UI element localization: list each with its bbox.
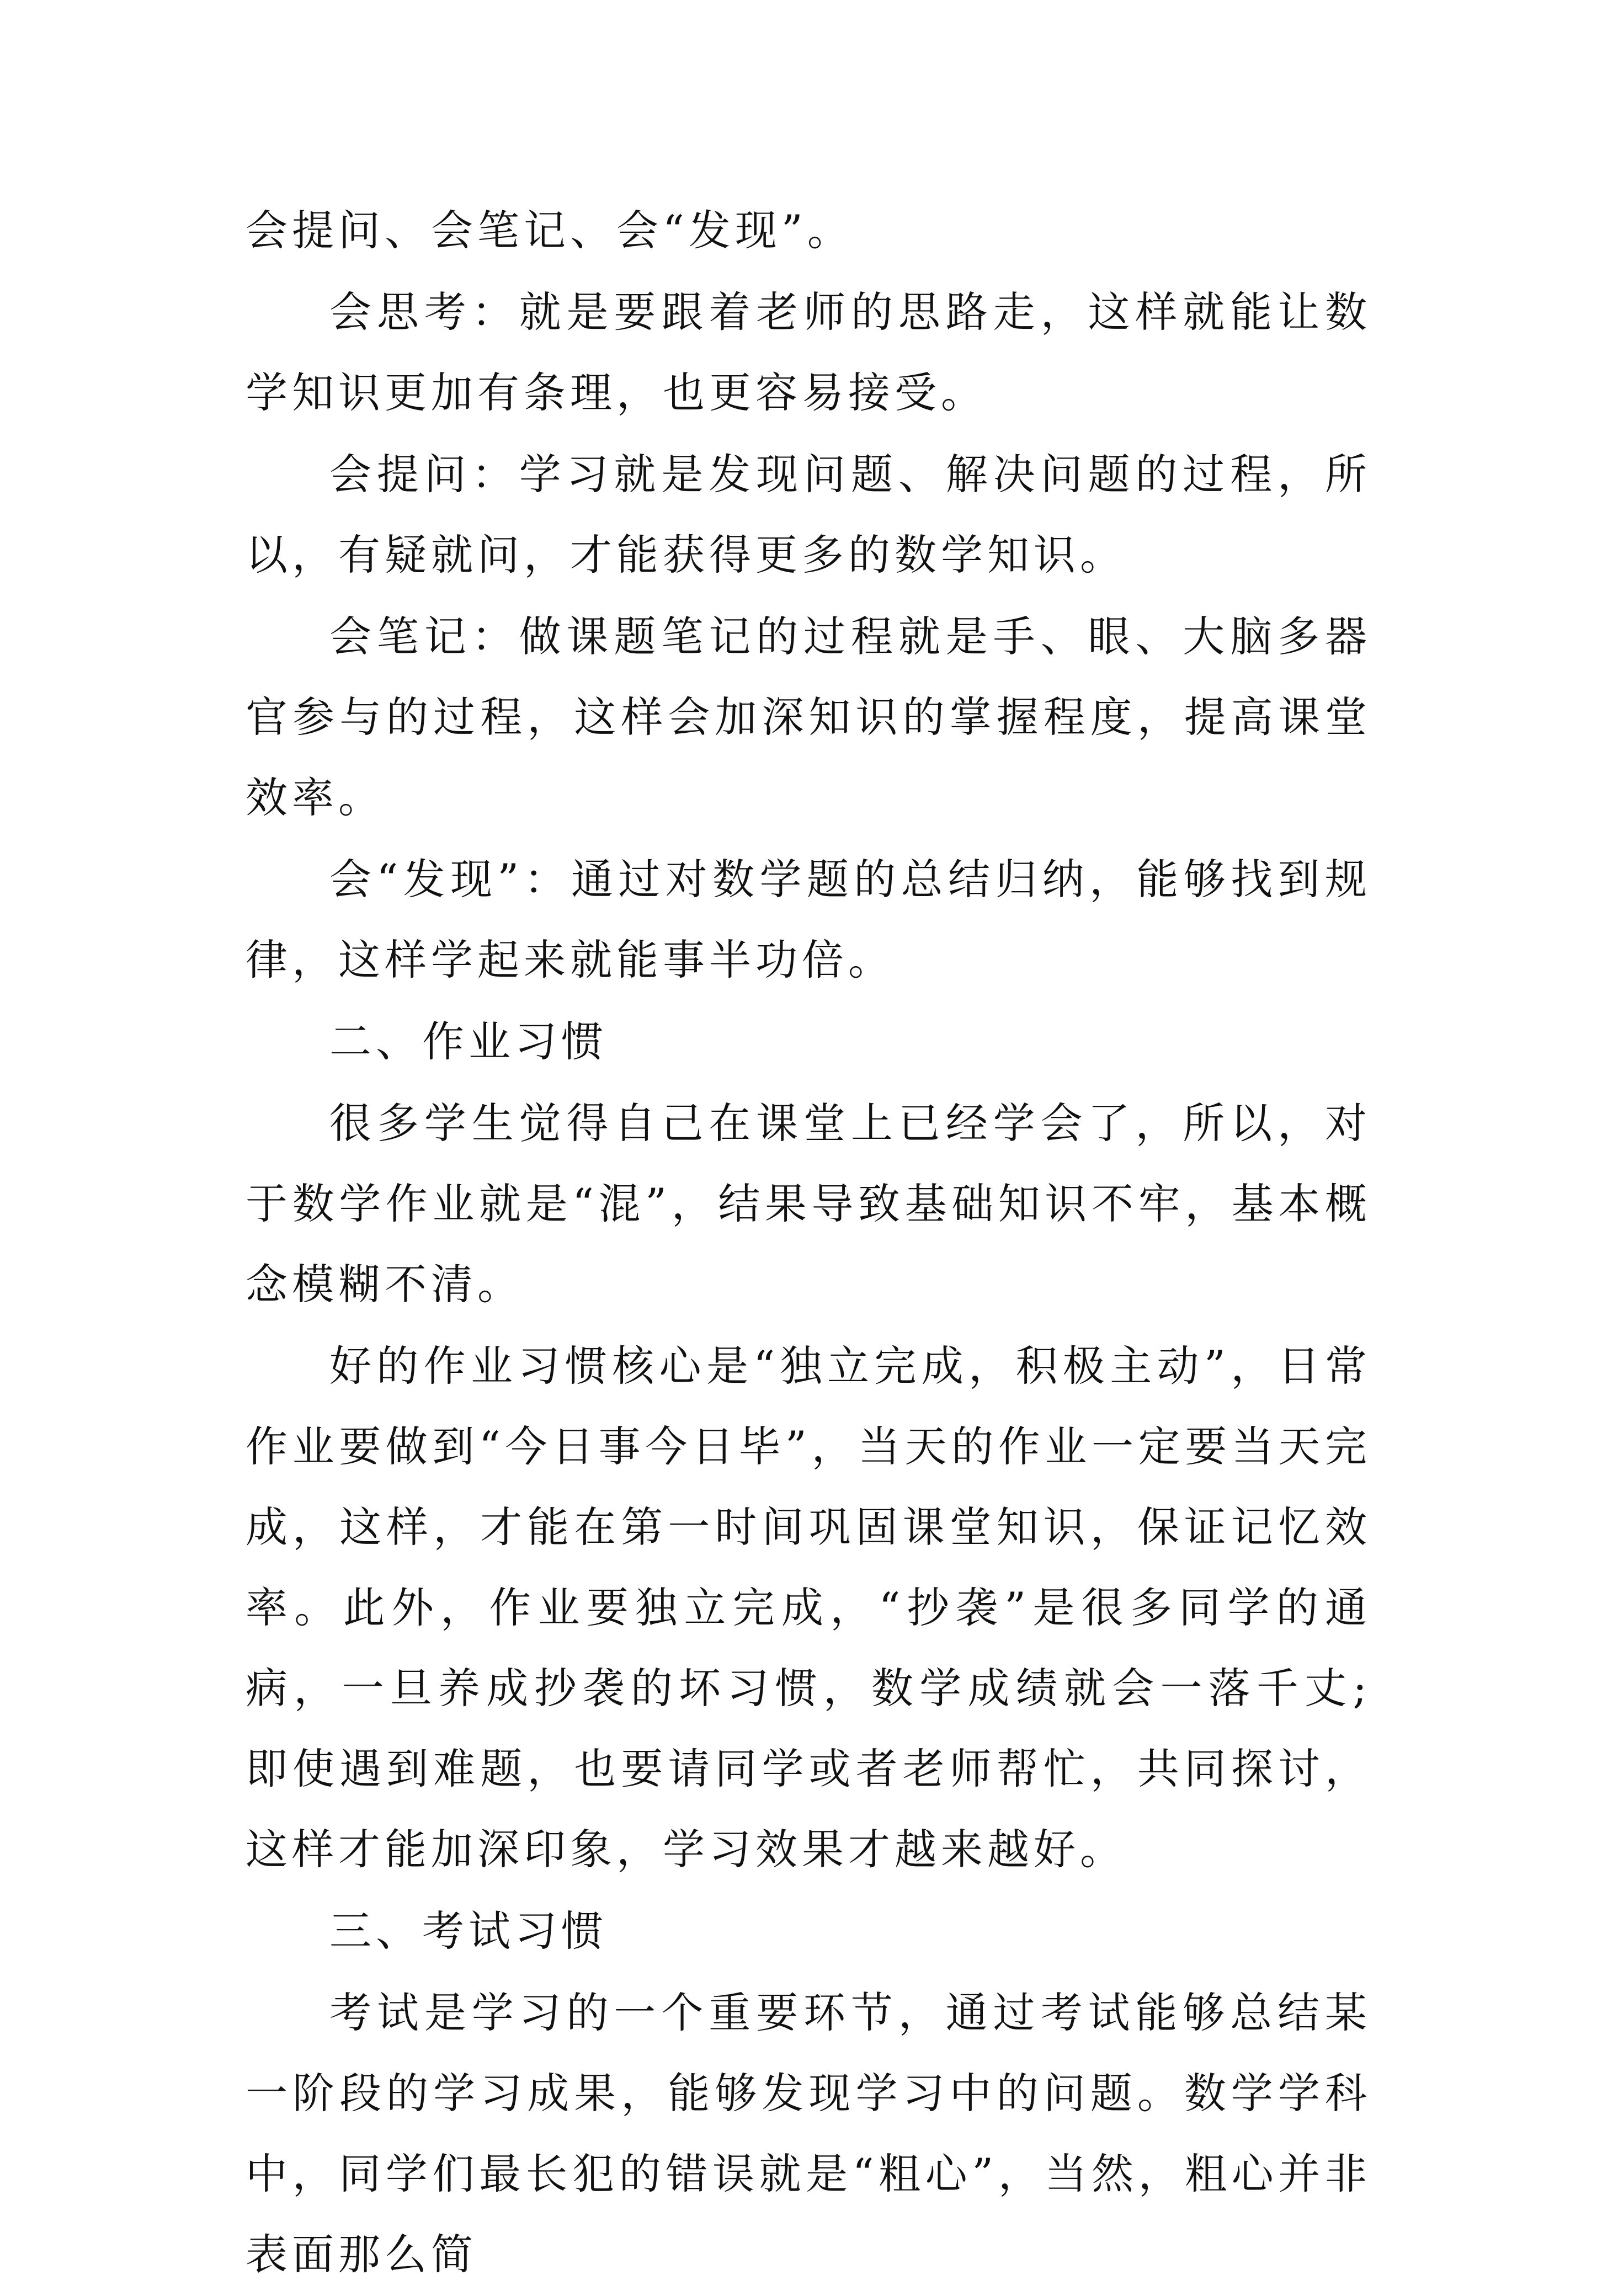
- paragraph-5: 会“发现”：通过对数学题的总结归纳，能够找到规律，这样学起来就能事半功倍。: [246, 855, 1371, 984]
- paragraph-8: 好的作业习惯核心是“独立完成，积极主动”，日常作业要做到“今日事今日毕”，当天的作业一定要当天完成，这样，才能在第一时间巩固课堂知识，保证记忆效率。此外，作业要独立完成，“抄袭”是很多同学的通病，一旦养成抄袭的坏习惯，数学成绩就会一落千丈;即使遇到难题，也要请同学或者老师帮忙，共同探讨，这样才能加深印象，学习效果才越来越好。: [246, 1341, 1371, 1874]
- section-heading-exam: 三、考试习惯: [329, 1906, 608, 1956]
- paragraph-7: 很多学生觉得自己在课堂上已经学会了，所以，对于数学作业就是“混”，结果导致基础知识不牢，基本概念模糊不清。: [246, 1099, 1371, 1309]
- paragraph-2: 会思考：就是要跟着老师的思路走，这样就能让数学知识更加有条理，也更容易接受。: [246, 287, 1371, 417]
- paragraph-3: 会提问：学习就是发现问题、解决问题的过程，所以，有疑就问，才能获得更多的数学知识。: [246, 450, 1371, 579]
- paragraph-1: 会提问、会笔记、会“发现”。: [246, 206, 854, 255]
- paragraph-10: 考试是学习的一个重要环节，通过考试能够总结某一阶段的学习成果，能够发现学习中的问题。数学学科中，同学们最长犯的错误就是“粗心”，当然，粗心并非表面那么简: [246, 1988, 1371, 2279]
- document-body: [246, 190, 1371, 2296]
- section-heading-homework: 二、作业习惯: [329, 1017, 608, 1066]
- paragraph-4: 会笔记：做课题笔记的过程就是手、眼、大脑多器官参与的过程，这样会加深知识的掌握程度，提高课堂效率。: [246, 612, 1371, 822]
